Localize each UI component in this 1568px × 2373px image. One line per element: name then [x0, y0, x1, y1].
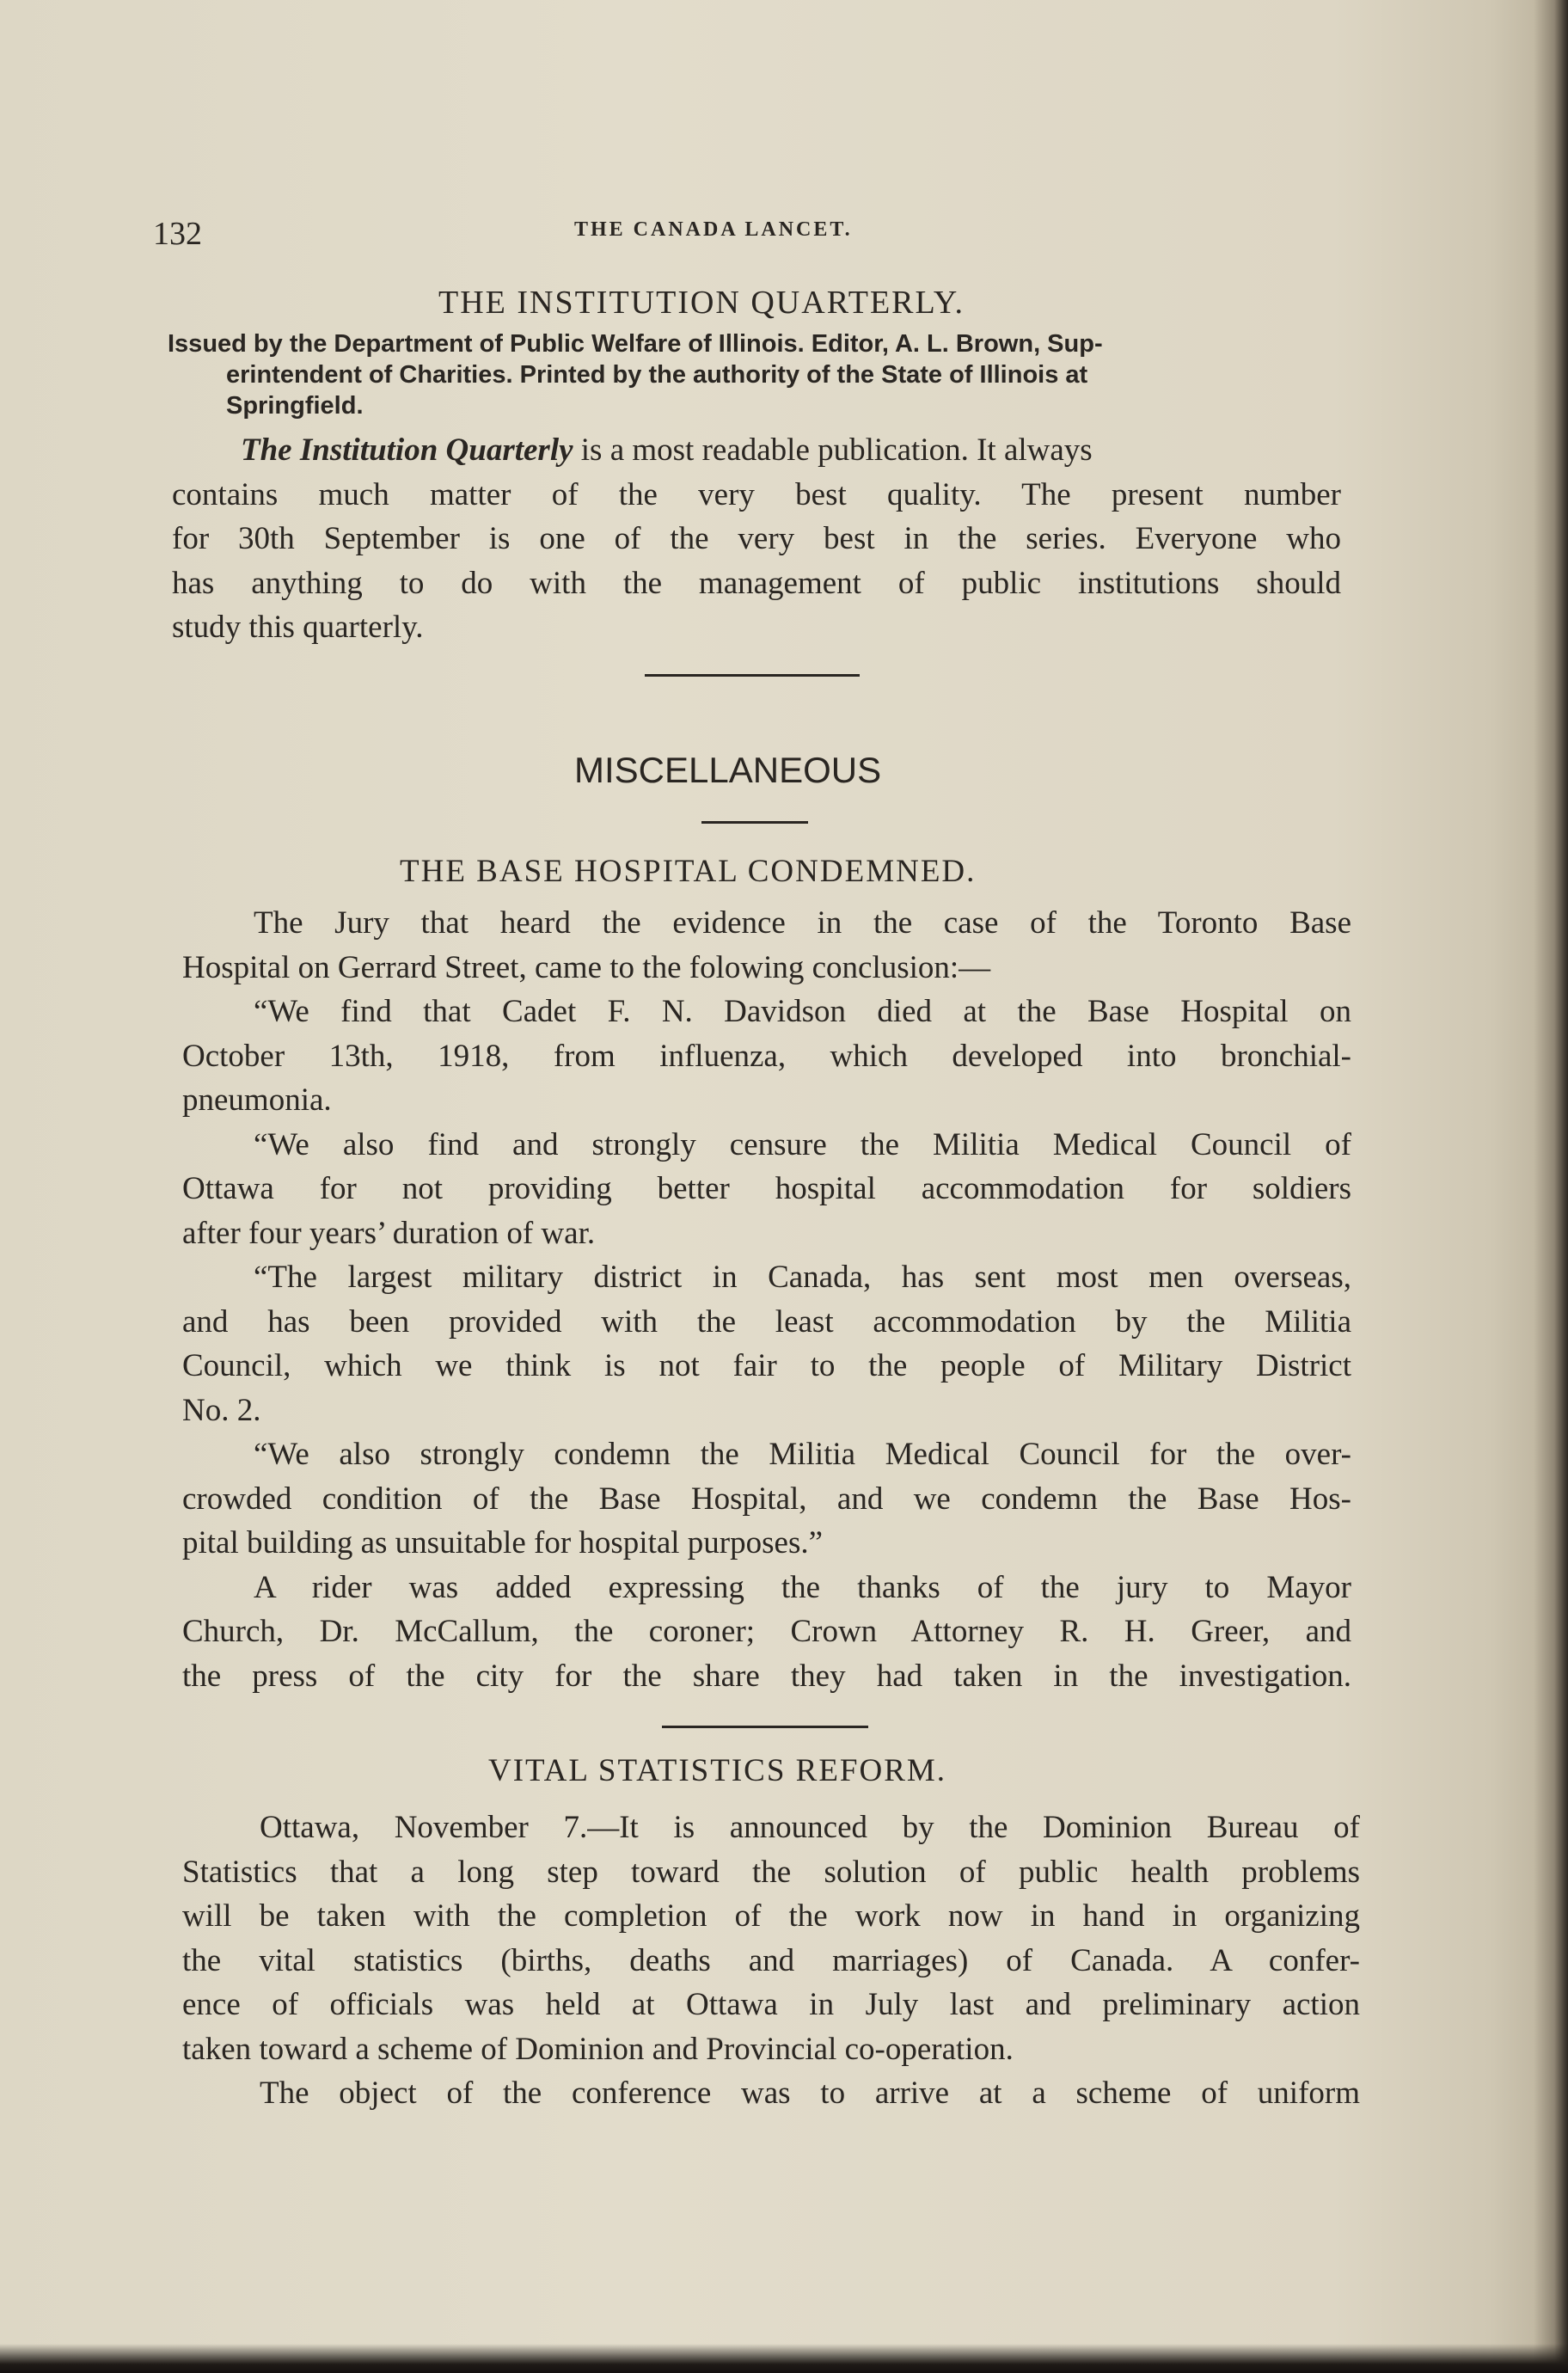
body-line: after four years’ duration of war.	[182, 1215, 596, 1251]
base-hospital-body	[182, 901, 1351, 1698]
body-line: will be taken with the completion of the work now in hand in organizing	[182, 1898, 1360, 1934]
body-line: pneumonia.	[182, 1082, 332, 1118]
body-line: Hospital on Gerrard Street, came to the folowing conclusion:—	[182, 949, 991, 985]
institution-title: THE INSTITUTION QUARTERLY.	[438, 285, 965, 321]
body-line: study this quarterly.	[172, 610, 424, 645]
vital-stats-title: VITAL STATISTICS REFORM.	[488, 1753, 947, 1788]
body-line: the vital statistics (births, deaths and marriages) of Canada. A confer-	[182, 1942, 1360, 1978]
body-line: the press of the city for the share they had taken in the investigation.	[182, 1658, 1351, 1694]
body-line: has anything to do with the management of public institutions should	[172, 565, 1341, 601]
body-line-text: is a most readable publication. It always	[573, 432, 1093, 468]
body-line: Ottawa for not providing better hospital accommodation for soldiers	[182, 1171, 1351, 1206]
body-line: Church, Dr. McCallum, the coroner; Crown Attorney R. H. Greer, and	[182, 1614, 1351, 1649]
section-divider	[645, 674, 860, 677]
body-line: “We find that Cadet F. N. Davidson died at the Base Hospital on	[254, 994, 1351, 1029]
institution-subtitle	[168, 328, 1337, 421]
body-line: A rider was added expressing the thanks of the jury to Mayor	[254, 1569, 1351, 1605]
body-line: for 30th September is one of the very best in the series. Everyone who	[172, 521, 1341, 556]
body-line	[172, 428, 1341, 473]
running-header	[0, 215, 1568, 252]
body-line: “The largest military district in Canada, has sent most men overseas,	[254, 1260, 1351, 1295]
institution-body	[172, 428, 1341, 650]
base-hospital-title: THE BASE HOSPITAL CONDEMNED.	[400, 854, 977, 889]
body-line: Ottawa, November 7.—It is announced by the Dominion Bureau of	[260, 1810, 1360, 1845]
page-number: 132	[153, 216, 202, 252]
body-line: taken toward a scheme of Dominion and Provincial co-operation.	[182, 2031, 1014, 2067]
page-bottom-edge	[0, 2344, 1568, 2373]
body-line: ence of officials was held at Ottawa in July last and preliminary action	[182, 1987, 1360, 2022]
subtitle-line: erintendent of Charities. Printed by the authority of the State of Illinois at	[226, 361, 1088, 389]
body-line: The object of the conference was to arrive at a scheme of uniform	[260, 2076, 1360, 2111]
body-line: No. 2.	[182, 1392, 261, 1428]
body-line: The Jury that heard the evidence in the case of the Toronto Base	[254, 905, 1351, 941]
journal-title: THE CANADA LANCET.	[574, 218, 853, 241]
subtitle-line: Issued by the Department of Public Welfare of Illinois. Editor, A. L. Brown, Sup-	[168, 330, 1103, 358]
misc-heading: MISCELLANEOUS	[574, 750, 882, 790]
body-line: crowded condition of the Base Hospital, and we condemn the Base Hos-	[182, 1481, 1351, 1517]
body-line: “We also find and strongly censure the Militia Medical Council of	[254, 1126, 1351, 1162]
body-line: contains much matter of the very best quality. The present number	[172, 476, 1341, 512]
subtitle-line: Springfield.	[226, 392, 364, 420]
body-line: “We also strongly condemn the Militia Medical Council for the over-	[254, 1437, 1351, 1472]
body-line: Statistics that a long step toward the solution of public health problems	[182, 1854, 1360, 1890]
body-line: and has been provided with the least accommodation by the Militia	[182, 1303, 1351, 1340]
book-gutter-shadow	[1534, 0, 1568, 2373]
section-divider	[662, 1726, 868, 1728]
body-line: October 13th, 1918, from influenza, which developed into bronchial-	[182, 1038, 1351, 1074]
body-line: Council, which we think is not fair to the people of Military District	[182, 1348, 1351, 1383]
vital-stats-body	[182, 1806, 1360, 2116]
publication-name: The Institution Quarterly	[241, 432, 573, 468]
body-line: pital building as unsuitable for hospital purposes.”	[182, 1525, 824, 1561]
misc-underline	[701, 821, 808, 824]
